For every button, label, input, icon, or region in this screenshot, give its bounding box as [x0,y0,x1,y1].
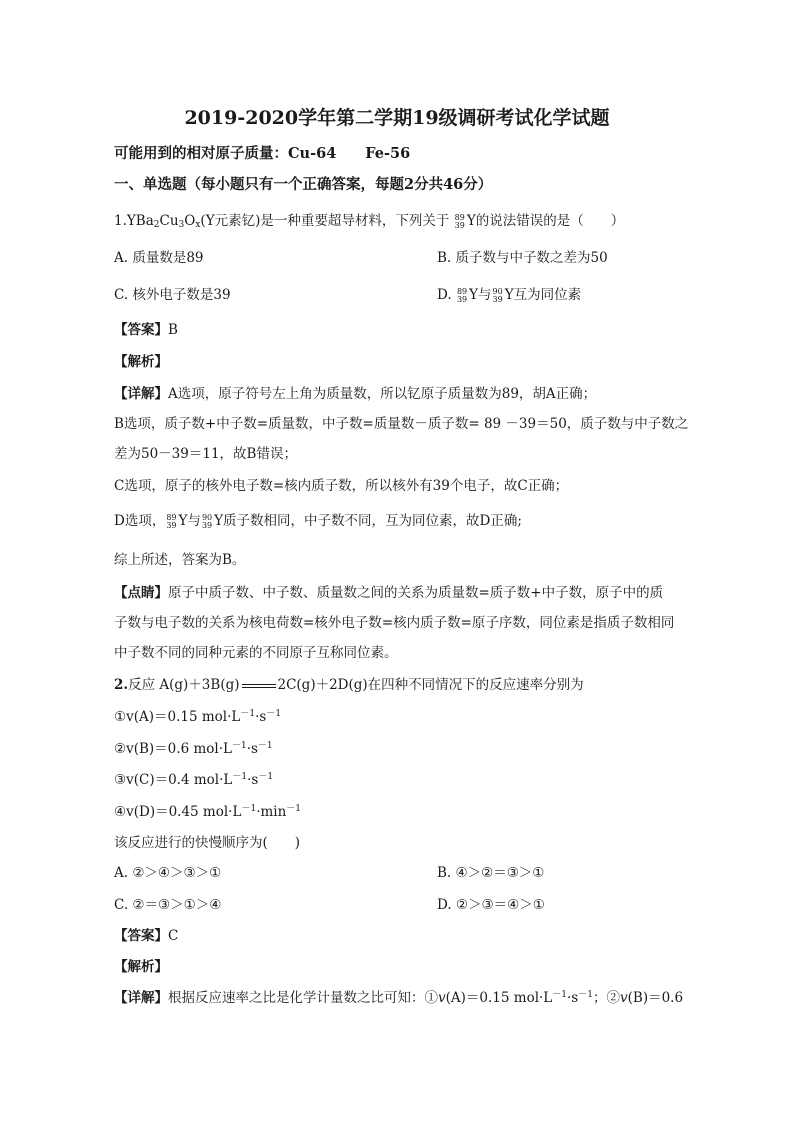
q2-analysis-tag: 【解析】 [114,959,168,975]
atomic-mass-line: 可能用到的相对原子质量：Cu-64 Fe-56 [114,145,411,162]
q2-ask: 该反应进行的快慢顺序为( ) [114,835,301,851]
q2-rate-1: ①v(A)＝0.15 $mol\cdot L^{-1}\cdot s^{-1}$ [114,709,282,725]
q1-answer: 【答案】B [114,322,178,338]
q2-option-d: D. ②＞③＝④＞① [437,897,545,913]
q1-detail-1: 【详解】A选项，原子符号左上角为质量数，所以钇原子质量数为89，胡A正确； [114,386,597,402]
q2-option-c: C. ②＝③＞①＞④ [114,897,222,913]
q2-option-b: B. ④＞②＝③＞① [437,865,545,881]
q1-option-b: B. 质子数与中子数之差为50 [437,250,608,266]
q1-option-a: A. 质量数是89 [114,250,204,266]
q1-detail-4: C选项，原子的核外电子数=核内质子数，所以核外有39个电子，故C正确； [114,478,569,494]
q2-stem: 2.反应 A(g)＋3B(g) 2C(g)＋2D(g)在四种不同情况下的反应速率分别为 [114,677,584,693]
section-heading: 一、单选题（每小题只有一个正确答案，每题2分共46分） [114,176,493,193]
q1-option-d: D. 89 39 Y与 90 39 Y互为同位素 [437,286,582,304]
q1-detail-2: B选项，质子数+中子数=质量数，中子数=质量数－质子数= 89 －39＝50，质子数与中子数之 [114,416,689,432]
q1-point-1: 【点睛】原子中质子数、中子数、质量数之间的关系为质量数=质子数+中子数，原子中的质 [114,585,664,601]
isotope-y89: 89 39 [454,212,465,230]
q2-rate-4: ④v(D)＝0.45 $mol\cdot L^{-1}\cdot\min^{-1}$ [114,804,302,820]
equilibrium-sign [242,684,276,688]
page-title: 2019-2020学年第二学期19级调研考试化学试题 [184,107,610,129]
q2-option-a: A. ②＞④＞③＞① [114,865,222,881]
q1-analysis-tag: 【解析】 [114,354,168,370]
q1-stem: $1.YBa_2Cu_3O_x(Y$元素钇)是一种重要超导材料，下列关于 89 39 Y的说法错误的是（ ） [114,212,625,230]
q2-rate-3: ③v(C)＝0.4 $mol\cdot L^{-1}\cdot s^{-1}$ [114,772,274,788]
q1-point-2: 子数与电子数的关系为核电荷数=核外电子数=核内质子数=原子序数，同位素是指质子数相同 [114,615,675,631]
q1-option-c: C. 核外电子数是39 [114,287,231,303]
q1-detail-5: D选项， 89 39 Y与 90 39 Y质子数相同，中子数不同，互为同位素，故D正确; [114,512,522,530]
q1-detail-6: 综上所述，答案为B。 [114,552,246,568]
q2-answer: 【答案】C [114,928,179,944]
q1-point-3: 中子数不同的同种元素的不同原子互称同位素。 [114,645,398,661]
q2-detail: 【详解】根据反应速率之比是化学计量数之比可知：①v(A)＝0.15 $mol\cdot L^{-1}\cdot s^{-1}$；②v(B)＝0.6 [114,990,684,1006]
q2-rate-2: ②v(B)＝0.6 $mol\cdot L^{-1}\cdot s^{-1}$ [114,741,273,757]
q1-detail-3: 差为50－39＝11，故B错误； [114,446,297,462]
